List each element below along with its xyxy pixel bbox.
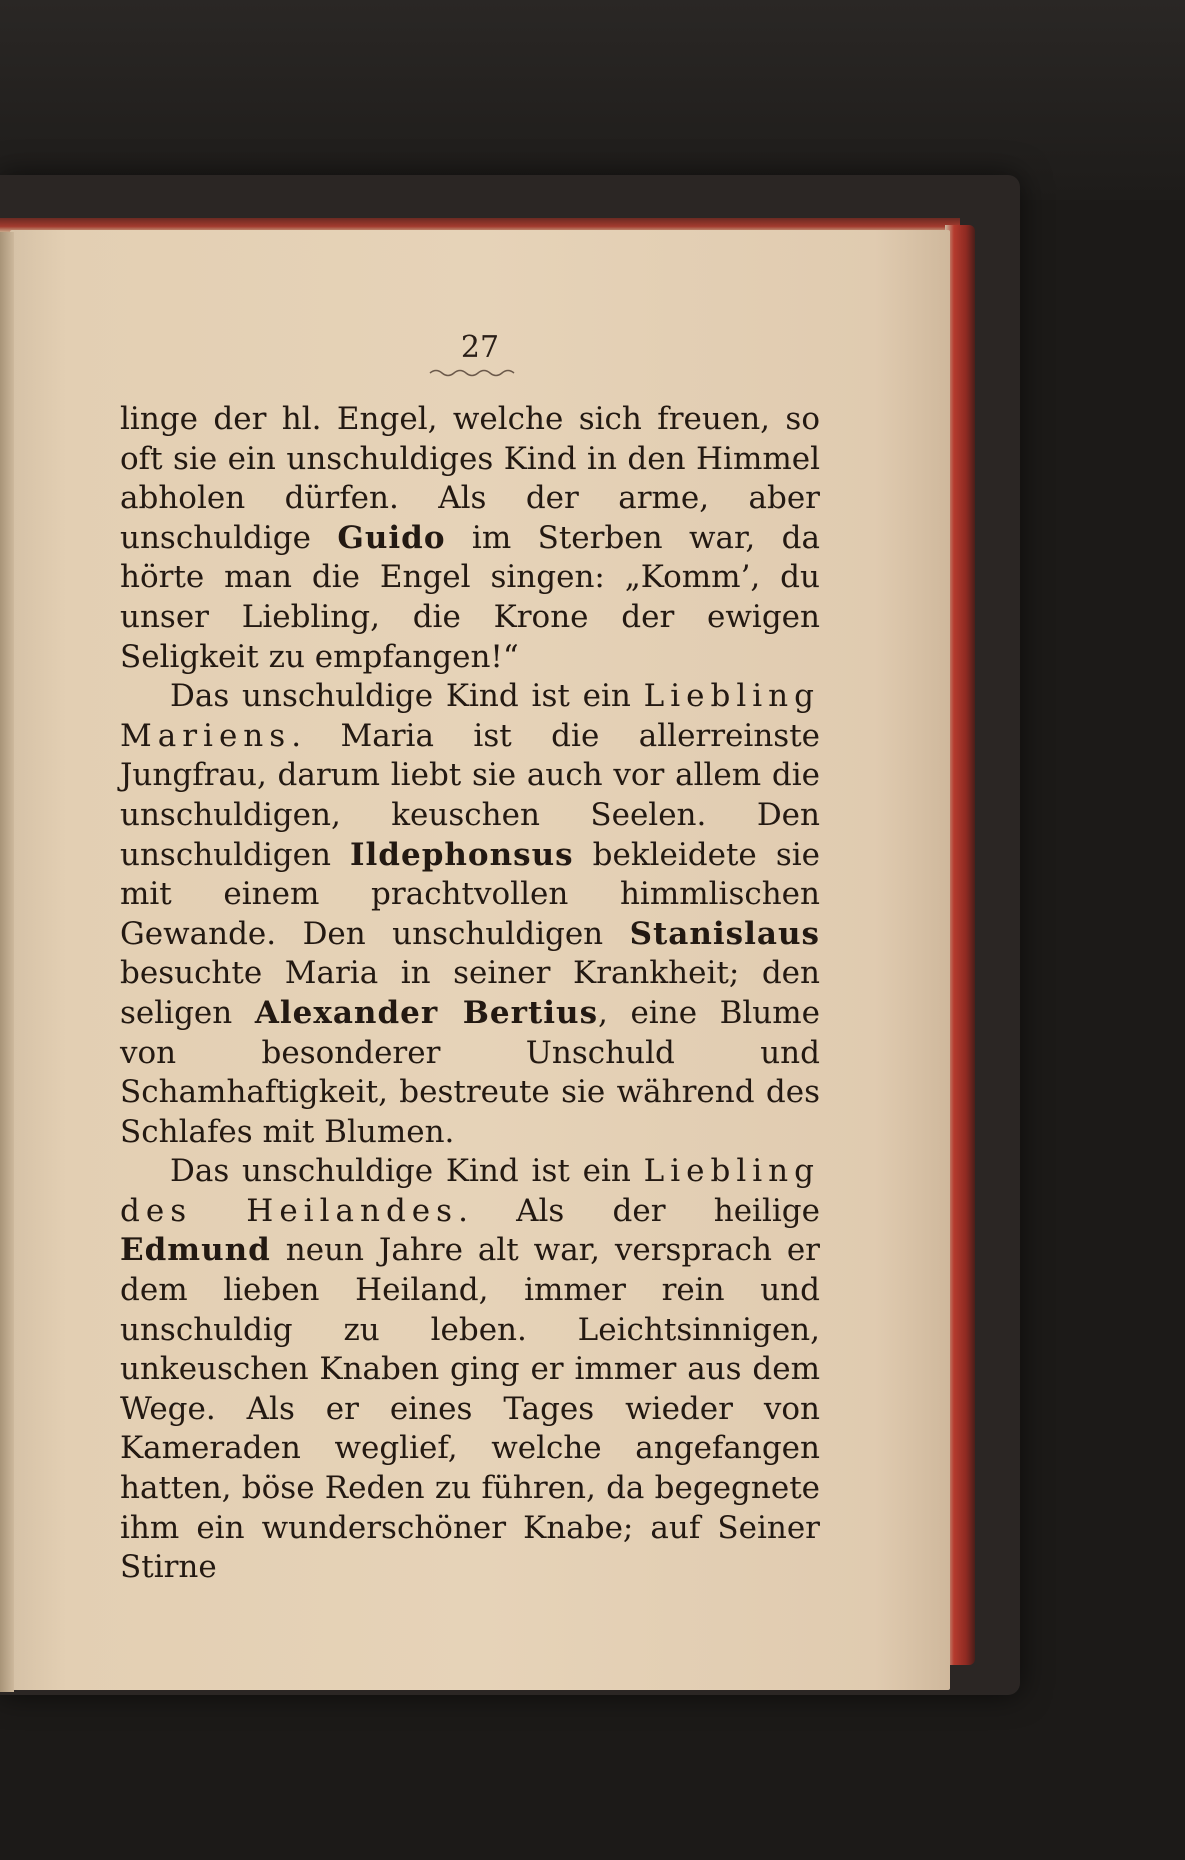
saint-name: Edmund [120, 1232, 271, 1269]
paragraph [120, 1152, 820, 1588]
emphasized-phrase: Liebling des Heilandes [120, 1153, 820, 1229]
saint-name: Alexander Bertius [254, 994, 599, 1031]
page-number-ornament [428, 368, 520, 378]
text-run: Das unschuldige Kind ist ein [170, 1153, 644, 1190]
text-run: linge der hl. Engel, welche sich freuen, so oft sie ein unschuldiges Kind in den Himmel abholen dürfen. Als der arme, aber unschuldige [120, 401, 820, 556]
page-number: 27 [460, 330, 500, 365]
text-run: besuchte Maria in seiner Krankheit; den seligen [120, 955, 820, 1031]
saint-name: Ildephonsus [350, 836, 574, 873]
page-body [120, 400, 820, 1588]
text-run: Das unschuldige Kind ist ein [170, 678, 644, 715]
background [0, 0, 1185, 200]
text-run: , eine Blume von besonderer Unschuld und Schamhaftigkeit, bestreute sie während des Schlafes mit Blumen. [120, 994, 820, 1150]
text-run: im Sterben war, da hörte man die Engel singen: „Komm’, du unser Liebling, die Krone der ewigen Seligkeit zu empfangen!“ [120, 519, 820, 675]
paragraph [120, 400, 820, 677]
saint-name: Guido [337, 519, 446, 556]
text-run: bekleidete sie mit einem prachtvollen himmlischen Gewande. Den unschuldigen [120, 836, 820, 952]
text-run: . Als der heilige [458, 1192, 820, 1229]
paragraph [120, 677, 820, 1152]
emphasized-phrase: Liebling Mariens [120, 678, 820, 754]
text-run: neun Jahre alt war, versprach er dem lieben Heiland, immer rein und unschuldig zu leben. Leichtsinnigen, unkeuschen Knaben ging er immer aus dem Wege. Als er eines Tages wieder von Kameraden weglief, welche angefangen hatten, böse Reden zu führen, da begegnete ihm ein wunderschöner Knabe; auf Seiner Stirne [120, 1232, 820, 1586]
saint-name: Stanislaus [629, 915, 820, 952]
page-gutter [0, 232, 14, 1692]
text-run: . Maria ist die allerreinste Jungfrau, darum liebt sie auch vor allem die unschuldigen, keuschen Seelen. Den unschuldigen [120, 717, 820, 873]
